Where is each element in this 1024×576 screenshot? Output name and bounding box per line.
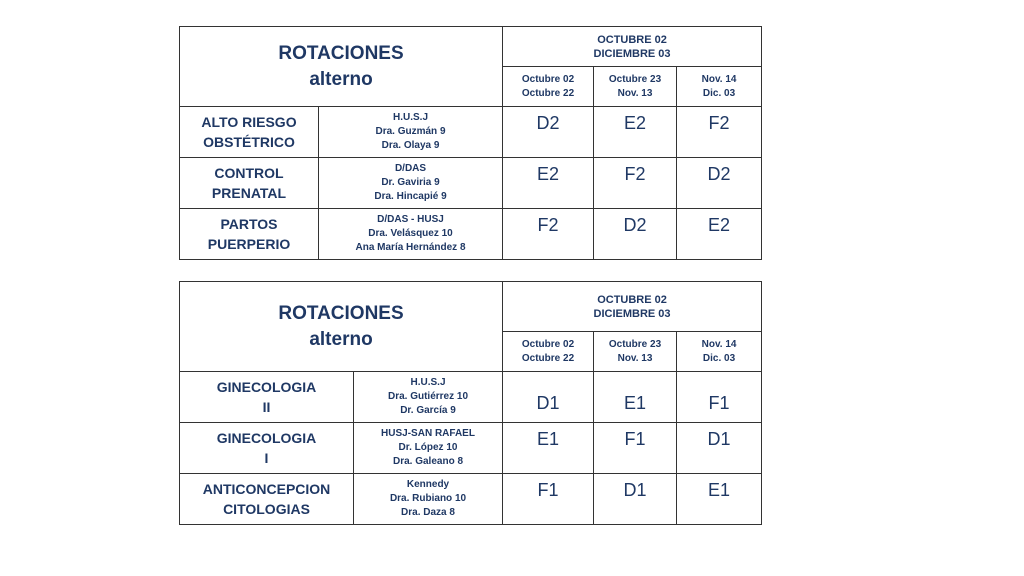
table-row bbox=[180, 158, 762, 209]
title-main: ROTACIONES bbox=[278, 302, 404, 324]
area-cell: ANTICONCEPCION CITOLOGIAS bbox=[180, 474, 354, 525]
rotation-code: D2 bbox=[594, 209, 677, 260]
rotation-code: F1 bbox=[594, 423, 677, 474]
table-row bbox=[180, 372, 762, 423]
table-row bbox=[180, 107, 762, 158]
area-cell: GINECOLOGIA II bbox=[180, 372, 354, 423]
period-header: OCTUBRE 02 DICIEMBRE 03 bbox=[503, 282, 762, 332]
area-cell: PARTOS PUERPERIO bbox=[180, 209, 319, 260]
table-row bbox=[180, 423, 762, 474]
table-row bbox=[180, 474, 762, 525]
table-title bbox=[180, 27, 503, 107]
location-cell: HUSJ-SAN RAFAEL Dr. López 10 Dra. Galeano 8 bbox=[354, 423, 503, 474]
rotation-code: F2 bbox=[677, 107, 762, 158]
location-cell: H.U.S.J Dra. Gutiérrez 10 Dr. García 9 bbox=[354, 372, 503, 423]
location-cell: H.U.S.J Dra. Guzmán 9 Dra. Olaya 9 bbox=[319, 107, 503, 158]
subperiod-3: Nov. 14 Dic. 03 bbox=[677, 67, 762, 107]
rotation-code: E1 bbox=[677, 474, 762, 525]
rotation-table-2 bbox=[179, 281, 762, 525]
rotation-code: D2 bbox=[503, 107, 594, 158]
rotation-code: D1 bbox=[677, 423, 762, 474]
subperiod-1: Octubre 02 Octubre 22 bbox=[503, 67, 594, 107]
rotation-code: E1 bbox=[503, 423, 594, 474]
location-cell: Kennedy Dra. Rubiano 10 Dra. Daza 8 bbox=[354, 474, 503, 525]
rotation-code: E2 bbox=[503, 158, 594, 209]
rotation-code: D1 bbox=[503, 372, 594, 423]
location-cell: D/DAS - HUSJ Dra. Velásquez 10 Ana María Hernández 8 bbox=[319, 209, 503, 260]
title-main: ROTACIONES bbox=[278, 42, 404, 64]
area-cell: ALTO RIESGO OBSTÉTRICO bbox=[180, 107, 319, 158]
area-cell: CONTROL PRENATAL bbox=[180, 158, 319, 209]
area-cell: GINECOLOGIA I bbox=[180, 423, 354, 474]
subperiod-3: Nov. 14 Dic. 03 bbox=[677, 332, 762, 372]
rotation-code: E1 bbox=[594, 372, 677, 423]
period-header: OCTUBRE 02 DICIEMBRE 03 bbox=[503, 27, 762, 67]
table-row bbox=[180, 209, 762, 260]
location-cell: D/DAS Dr. Gaviria 9 Dra. Hincapié 9 bbox=[319, 158, 503, 209]
subperiod-1: Octubre 02 Octubre 22 bbox=[503, 332, 594, 372]
rotation-table-1 bbox=[179, 26, 762, 260]
rotation-code: E2 bbox=[594, 107, 677, 158]
rotation-code: E2 bbox=[677, 209, 762, 260]
rotation-code: F1 bbox=[503, 474, 594, 525]
title-sub: alterno bbox=[309, 328, 373, 350]
table-title bbox=[180, 282, 503, 372]
rotation-code: F2 bbox=[594, 158, 677, 209]
rotation-code: F1 bbox=[677, 372, 762, 423]
title-sub: alterno bbox=[309, 68, 373, 90]
subperiod-2: Octubre 23 Nov. 13 bbox=[594, 332, 677, 372]
rotation-code: F2 bbox=[503, 209, 594, 260]
rotation-code: D1 bbox=[594, 474, 677, 525]
subperiod-2: Octubre 23 Nov. 13 bbox=[594, 67, 677, 107]
rotation-code: D2 bbox=[677, 158, 762, 209]
